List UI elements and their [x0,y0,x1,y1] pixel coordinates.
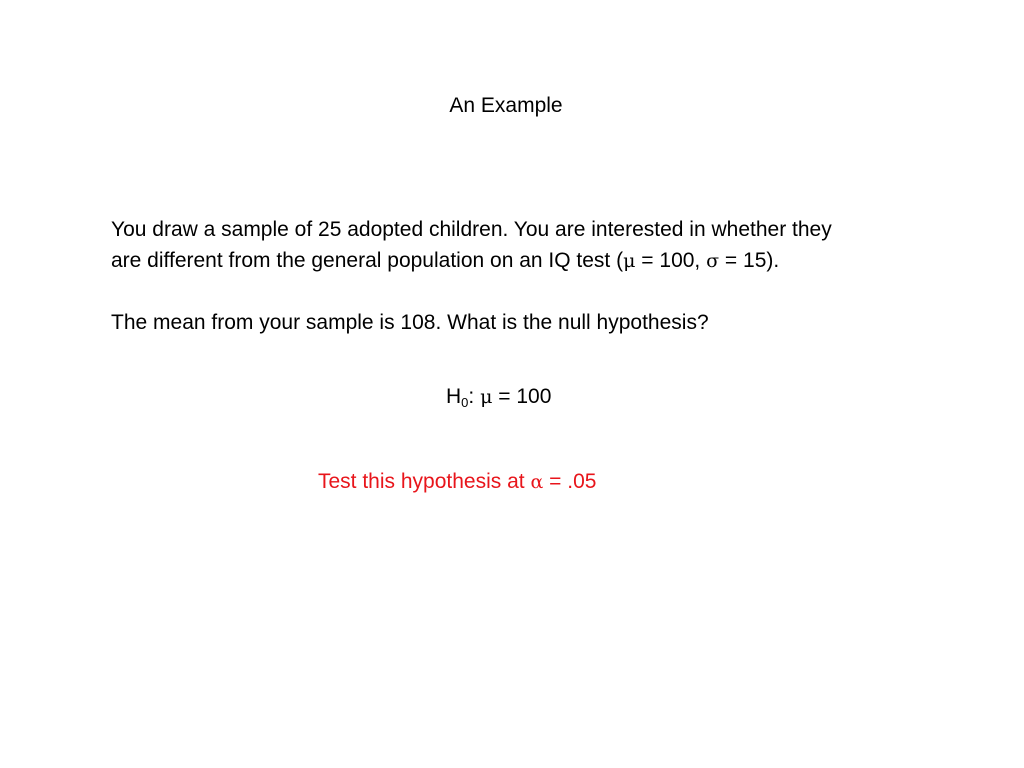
alpha-symbol: α [530,471,544,493]
test-text: Test this hypothesis at [318,470,531,493]
question-paragraph: The mean from your sample is 108. What is the null hypothesis? [111,311,709,334]
problem-line-2-start: are different from the general population on an IQ test ( [111,249,624,272]
problem-line-2-end: = 15). [719,249,780,272]
problem-paragraph [111,214,832,277]
sigma-symbol: σ [706,250,720,272]
mu-symbol: μ [623,250,636,272]
problem-line-2-mid: = 100, [635,249,707,272]
hypothesis-value: = 100 [492,385,552,408]
hypothesis-colon: : [468,385,481,408]
null-hypothesis [446,383,551,411]
hypothesis-mu-symbol: μ [480,386,493,408]
test-instruction [318,468,596,496]
test-alpha-value: = .05 [543,470,597,493]
hypothesis-subscript: 0 [461,395,469,410]
slide-title: An Example [449,94,563,117]
hypothesis-letter: H [446,385,462,408]
problem-line-1: You draw a sample of 25 adopted children. You are interested in whether they [111,218,832,241]
